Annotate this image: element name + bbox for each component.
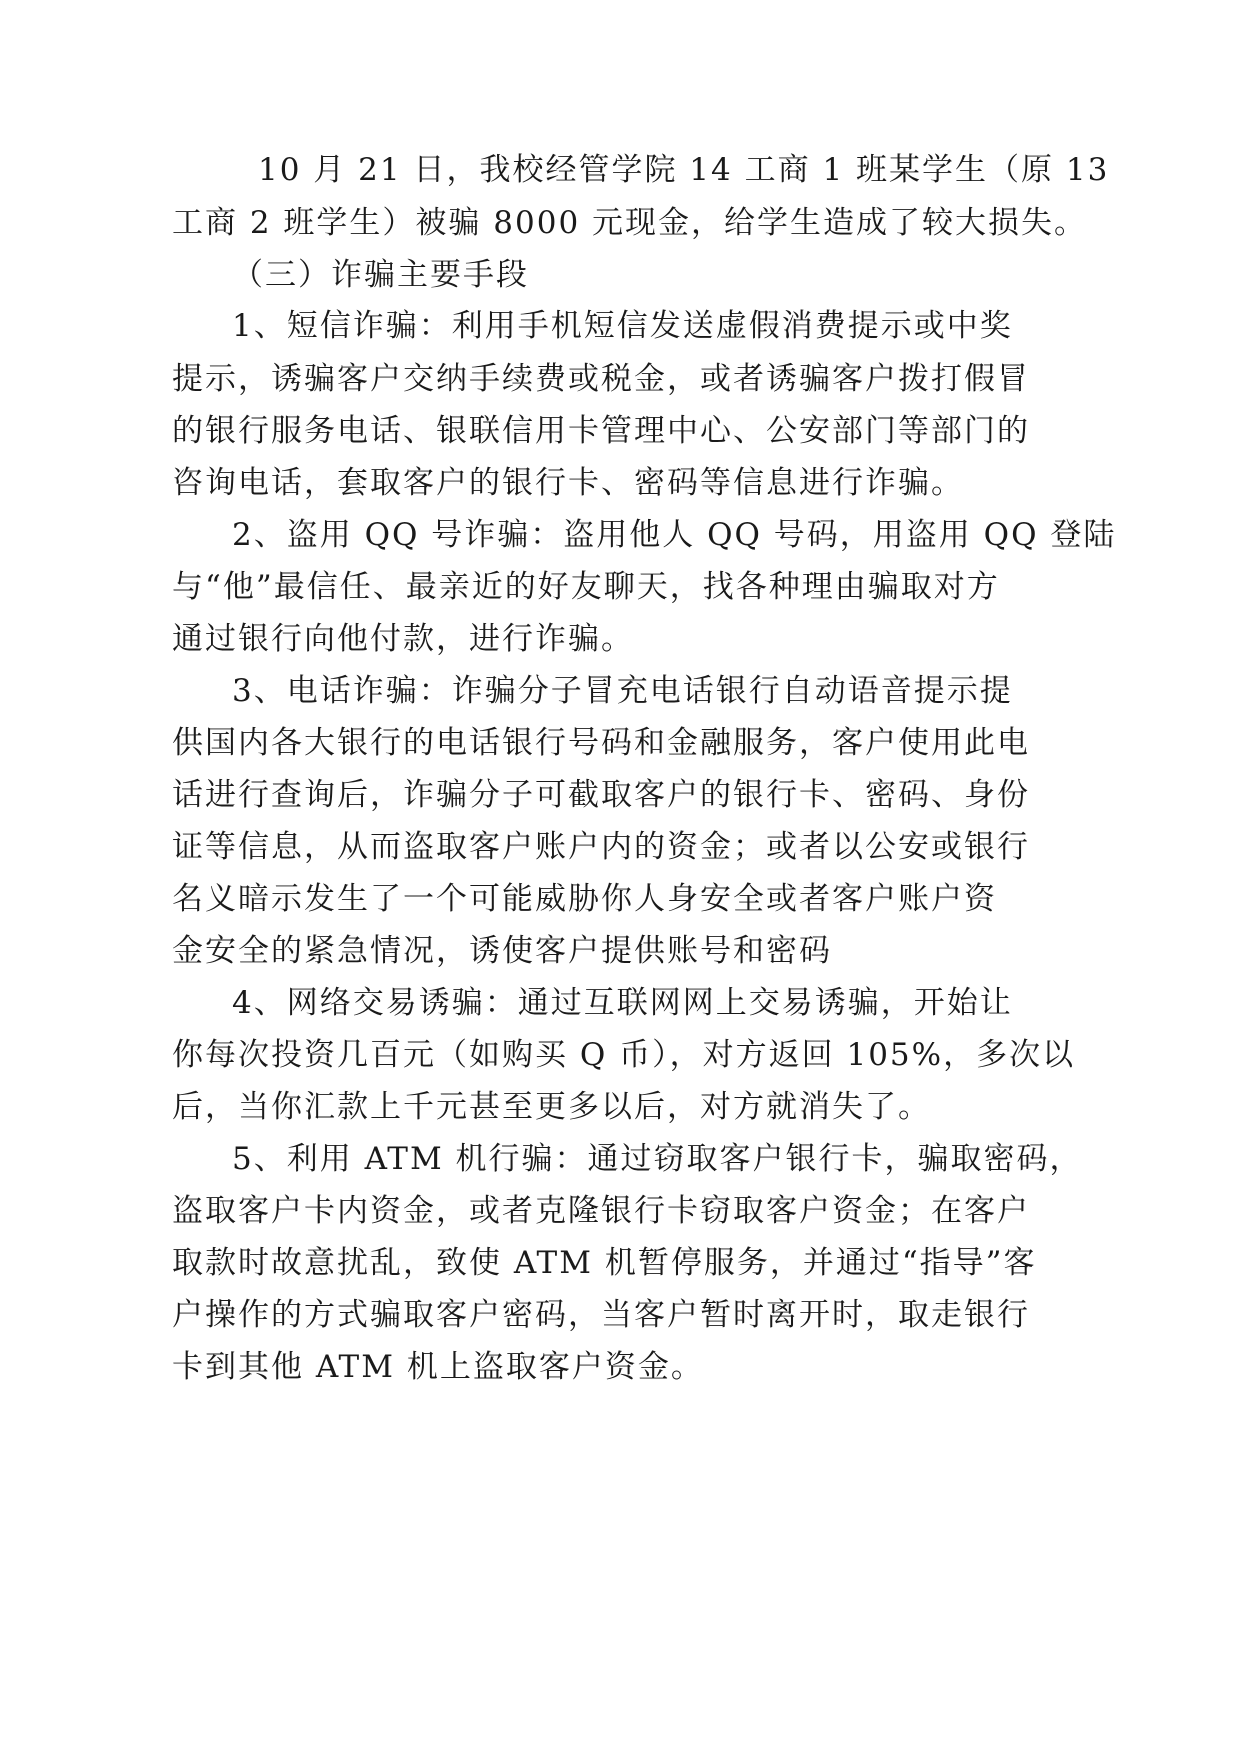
text-line: 5、利用 ATM 机行骗：通过窃取客户银行卡，骗取密码，: [232, 1141, 1083, 1177]
text-line: 咨询电话，套取客户的银行卡、密码等信息进行诈骗。: [172, 465, 964, 501]
text-line: 盗取客户卡内资金，或者克隆银行卡窃取客户资金；在客户: [172, 1193, 1030, 1229]
text-line: 与“他”最信任、最亲近的好友聊天，找各种理由骗取对方: [172, 569, 1000, 605]
text-line: 供国内各大银行的电话银行号码和金融服务，客户使用此电: [172, 725, 1030, 761]
text-line: 你每次投资几百元（如购买 Q 币），对方返回 105%，多次以: [172, 1037, 1076, 1073]
text-line: 通过银行向他付款，进行诈骗。: [172, 621, 634, 657]
text-line: 卡到其他 ATM 机上盗取客户资金。: [172, 1349, 704, 1385]
text-line: 4、网络交易诱骗：通过互联网网上交易诱骗，开始让: [232, 985, 1013, 1021]
text-line: 提示，诱骗客户交纳手续费或税金，或者诱骗客户拨打假冒: [172, 361, 1030, 397]
text-line: 取款时故意扰乱，致使 ATM 机暂停服务，并通过“指导”客: [172, 1245, 1037, 1281]
text-line: 2、盗用 QQ 号诈骗：盗用他人 QQ 号码，用盗用 QQ 登陆: [232, 517, 1117, 553]
text-line: 后，当你汇款上千元甚至更多以后，对方就消失了。: [172, 1089, 931, 1125]
text-line: 证等信息，从而盗取客户账户内的资金；或者以公安或银行: [172, 829, 1030, 865]
text-line: 金安全的紧急情况，诱使客户提供账号和密码: [172, 933, 832, 969]
text-line: 的银行服务电话、银联信用卡管理中心、公安部门等部门的: [172, 413, 1030, 449]
text-line: 1、短信诈骗：利用手机短信发送虚假消费提示或中奖: [232, 308, 1013, 344]
text-line: 话进行查询后，诈骗分子可截取客户的银行卡、密码、身份: [172, 777, 1030, 813]
text-line: 工商 2 班学生）被骗 8000 元现金，给学生造成了较大损失。: [172, 205, 1088, 241]
text-line: 10 月 21 日，我校经管学院 14 工商 1 班某学生（原 13: [258, 152, 1110, 188]
text-line: 名义暗示发生了一个可能威胁你人身安全或者客户账户资: [172, 881, 997, 917]
section-heading: （三）诈骗主要手段: [232, 257, 529, 293]
text-line: 3、电话诈骗：诈骗分子冒充电话银行自动语音提示提: [232, 673, 1013, 709]
text-line: 户操作的方式骗取客户密码，当客户暂时离开时，取走银行: [172, 1297, 1030, 1333]
